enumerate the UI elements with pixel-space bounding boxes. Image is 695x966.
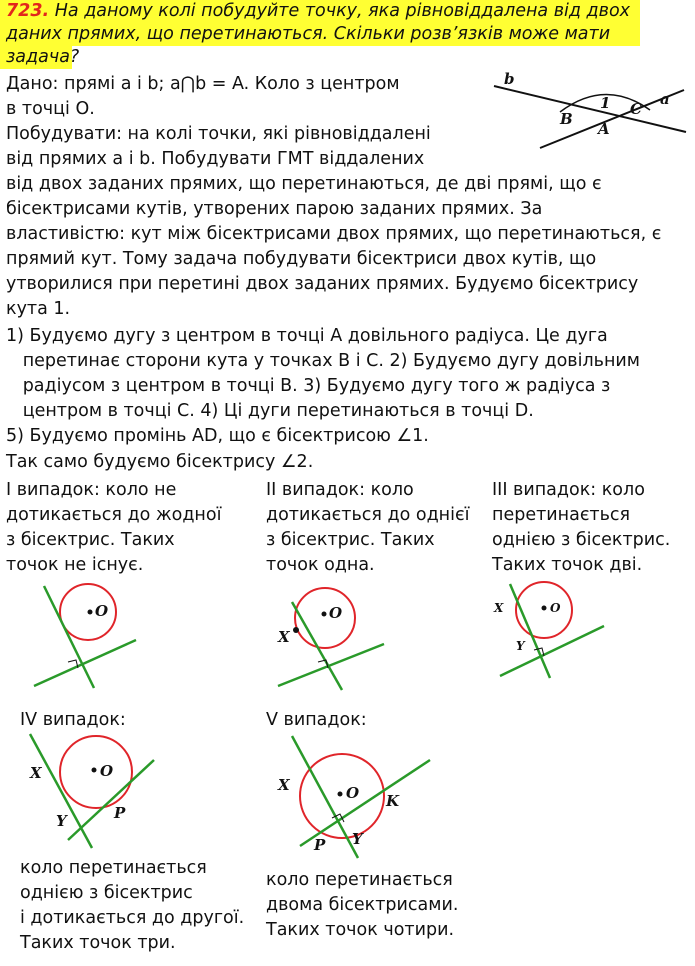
task-number: 723. bbox=[6, 1, 50, 21]
case2-line-3: точок одна. bbox=[266, 555, 375, 575]
case3-line-2: однією з бісектрис. bbox=[492, 530, 671, 550]
case5-bisector-2 bbox=[300, 760, 430, 846]
case1-label-O: O bbox=[95, 602, 109, 620]
body-line-5: бісектрисами кутів, утворених парою заданих прямих. За bbox=[6, 199, 543, 219]
case5-label-K: K bbox=[386, 792, 400, 810]
label-A: A bbox=[598, 120, 610, 138]
case5-heading: V випадок: bbox=[266, 710, 367, 730]
case4-figure bbox=[28, 730, 158, 850]
body-line-7: прямий кут. Тому задача побудувати бісектриси двох кутів, що bbox=[6, 249, 597, 269]
label-1: 1 bbox=[600, 94, 611, 112]
body-line-3: від прямих a і b. Побудувати ГМТ віддалених bbox=[6, 149, 425, 169]
case2-line-0: ІІ випадок: коло bbox=[266, 480, 414, 500]
task-title-line-1: 723. На даному колі побудуйте точку, яка рівновіддалена від двох bbox=[6, 1, 631, 21]
task-title-line-3: задача? bbox=[6, 47, 80, 67]
case2-center bbox=[322, 612, 327, 617]
case1-bisector-2 bbox=[44, 586, 94, 688]
case2-point-X bbox=[293, 627, 299, 633]
case5-label-X: X bbox=[278, 776, 290, 794]
body-line-1: в точці О. bbox=[6, 99, 95, 119]
case1-bisector-1 bbox=[34, 640, 136, 686]
case2-circle bbox=[295, 588, 355, 648]
case1-line-3: точок не існує. bbox=[6, 555, 144, 575]
body-line-2: Побудувати: на колі точки, які рівновіддалені bbox=[6, 124, 431, 144]
case4-label-X: X bbox=[30, 764, 42, 782]
task-title-line-2: даних прямих, що перетинаються. Скільки розв’язків може мати bbox=[6, 24, 611, 44]
case5-line-2: Таких точок чотири. bbox=[266, 920, 455, 940]
case1-line-0: І випадок: коло не bbox=[6, 480, 177, 500]
case3-label-Y: Y bbox=[516, 639, 525, 653]
body-line-10: 1) Будуємо дугу з центром в точці А довільного радіуса. Це дуга bbox=[6, 326, 608, 346]
label-a: a bbox=[660, 90, 670, 108]
case2-line-2: з бісектрис. Таких bbox=[266, 530, 435, 550]
body-line-13: центром в точці С. 4) Ці дуги перетинаються в точці D. bbox=[6, 401, 534, 421]
label-b: b bbox=[504, 70, 515, 88]
case3-line-3: Таких точок дві. bbox=[492, 555, 643, 575]
case5-figure bbox=[274, 732, 434, 862]
top-figure bbox=[490, 70, 690, 150]
body-line-12: радіусом з центром в точці В. 3) Будуємо дугу того ж радіуса з bbox=[6, 376, 611, 396]
body-line-11: перетинає сторони кута у точках В і С. 2) Будуємо дугу довільним bbox=[6, 351, 640, 371]
case2-label-X: X bbox=[278, 628, 290, 646]
case1-figure bbox=[30, 582, 140, 692]
label-C: C bbox=[630, 100, 642, 118]
body-line-0: Дано: прямі a і b; a⋂b = A. Коло з центром bbox=[6, 74, 400, 94]
case2-line-1: дотикається до однієї bbox=[266, 505, 470, 525]
case5-label-Y: Y bbox=[352, 830, 363, 848]
line-b bbox=[494, 86, 686, 132]
case3-bisector-2 bbox=[510, 584, 550, 678]
case3-line-1: перетинається bbox=[492, 505, 631, 525]
body-line-4: від двох заданих прямих, що перетинаються, де дві прямі, що є bbox=[6, 174, 602, 194]
case3-label-O: O bbox=[550, 601, 561, 615]
case4-circle bbox=[60, 736, 132, 808]
case3-figure bbox=[490, 580, 610, 680]
body-line-8: утворилися при перетині двох заданих прямих. Будуємо бісектрису bbox=[6, 274, 639, 294]
case2-figure bbox=[270, 582, 390, 692]
case4-line-0: коло перетинається bbox=[20, 858, 207, 878]
case4-bisector-1 bbox=[30, 734, 92, 848]
case4-heading: IV випадок: bbox=[20, 710, 126, 730]
case5-label-P: P bbox=[314, 836, 326, 854]
case5-line-0: коло перетинається bbox=[266, 870, 453, 890]
case4-line-1: однією з бісектрис bbox=[20, 883, 193, 903]
case4-label-Y: Y bbox=[56, 812, 67, 830]
case2-bisector-1 bbox=[278, 644, 384, 686]
case2-label-O: O bbox=[329, 604, 343, 622]
case5-line-1: двома бісектрисами. bbox=[266, 895, 459, 915]
case4-label-P: P bbox=[114, 804, 126, 822]
case4-line-3: Таких точок три. bbox=[20, 933, 176, 953]
case5-circle bbox=[300, 754, 384, 838]
body-line-9: кута 1. bbox=[6, 299, 71, 319]
label-B: B bbox=[560, 110, 573, 128]
case5-label-O: O bbox=[346, 784, 360, 802]
body-line-6: властивістю: кут між бісектрисами двох прямих, що перетинаються, є bbox=[6, 224, 662, 244]
case4-line-2: і дотикається до другої. bbox=[20, 908, 245, 928]
case5-center bbox=[338, 792, 343, 797]
case4-center bbox=[92, 768, 97, 773]
case4-label-O: O bbox=[100, 762, 114, 780]
case1-line-2: з бісектрис. Таких bbox=[6, 530, 175, 550]
case3-line-0: ІІІ випадок: коло bbox=[492, 480, 645, 500]
body-line-15: Так само будуємо бісектрису ∠2. bbox=[6, 452, 314, 472]
case3-center bbox=[542, 606, 547, 611]
case1-line-1: дотикається до жодної bbox=[6, 505, 222, 525]
case1-center bbox=[88, 610, 93, 615]
case3-label-X: X bbox=[494, 601, 504, 615]
body-line-14: 5) Будуємо промінь АD, що є бісектрисою ∠1. bbox=[6, 426, 429, 446]
